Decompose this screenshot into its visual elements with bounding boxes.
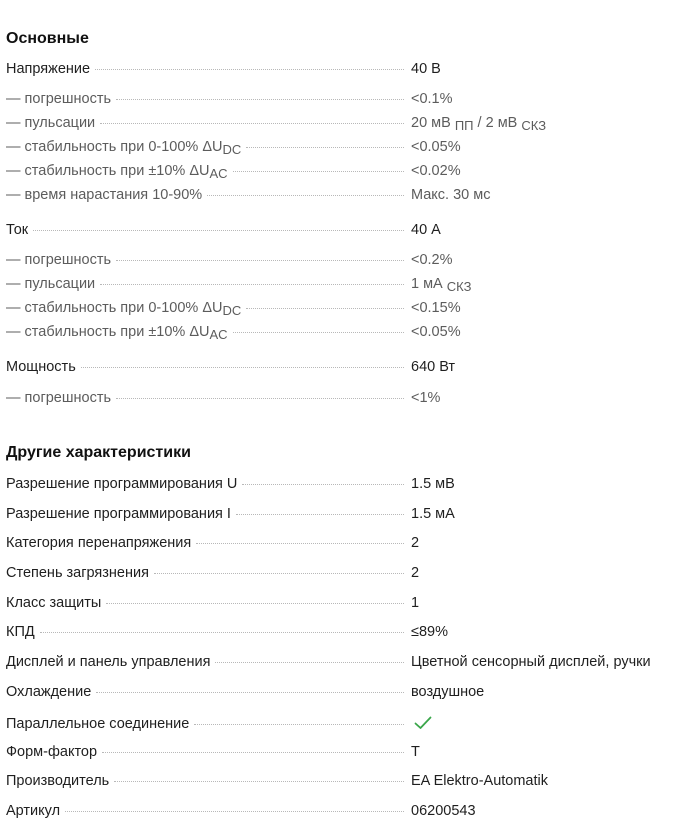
spec-row-prog-resolution-i [6,506,690,528]
spec-row-current-ripple [6,276,690,298]
leader-dots [102,752,404,753]
spec-label: — стабильность при 0-100% $\Delta U_{DC}$ [6,300,242,318]
spec-row-current [6,222,690,244]
leader-dots [215,662,404,663]
spec-label: Ток [6,222,29,238]
spec-row-voltage [6,61,690,83]
spec-value: <0.2% [411,252,453,268]
spec-label: Степень загрязнения [6,565,149,581]
spec-value: 1.5 мВ [411,476,455,492]
spec-value: <0.05% [411,139,461,155]
spec-value: Макс. 30 мс [411,187,491,203]
spec-value: 40 А [411,222,441,238]
leader-dots [65,811,404,812]
leader-dots [114,781,404,782]
leader-dots [96,692,404,693]
spec-label: — время нарастания 10-90% [6,187,203,203]
spec-label: — стабильность при ±10% $\Delta U_{AC}$ [6,324,228,342]
leader-dots [154,573,404,574]
spec-value: <1% [411,390,441,406]
leader-dots [207,195,404,196]
leader-dots [40,632,404,633]
spec-value [411,714,429,732]
spec-label: Параллельное соединение [6,716,190,732]
spec-row-voltage-accuracy [6,91,690,113]
leader-dots [246,147,404,148]
spec-row-voltage-stability-ac [6,163,690,185]
spec-value: 1 мА $_{СКЗ}$ [411,276,472,294]
spec-label: Категория перенапряжения [6,535,192,551]
spec-row-display [6,654,690,676]
spec-label: — пульсации [6,276,96,292]
spec-value: 1.5 мА [411,506,455,522]
spec-row-current-accuracy [6,252,690,274]
spec-value: 2 [411,565,420,581]
leader-dots [100,284,404,285]
spec-row-rise-time [6,187,690,209]
spec-row-current-stability-ac [6,324,690,346]
leader-dots [106,603,404,604]
spec-label: Напряжение [6,61,91,77]
leader-dots [233,332,404,333]
leader-dots [33,230,404,231]
spec-value: 640 Вт [411,359,456,375]
spec-label: Разрешение программирования U [6,476,238,492]
spec-label: Дисплей и панель управления [6,654,211,670]
leader-dots [233,171,404,172]
spec-row-power [6,359,690,381]
spec-value: 40 В [411,61,441,77]
spec-row-form-factor [6,744,690,766]
spec-value: EA Elektro-Automatik [411,773,548,789]
spec-label: КПД [6,624,35,640]
leader-dots [95,69,404,70]
spec-label: — стабильность при 0-100% $\Delta U_{DC}$ [6,139,242,157]
leader-dots [196,543,404,544]
leader-dots [100,123,404,124]
spec-row-article [6,803,690,825]
leader-dots [236,514,404,515]
leader-dots [246,308,404,309]
leader-dots [116,398,404,399]
leader-dots [81,367,404,368]
leader-dots [194,724,404,725]
spec-value: 06200543 [411,803,476,819]
spec-value: <0.15% [411,300,461,316]
spec-value: 2 [411,535,420,551]
spec-label: Охлаждение [6,684,92,700]
spec-value: <0.02% [411,163,461,179]
spec-label: — стабильность при ±10% $\Delta U_{AC}$ [6,163,228,181]
spec-row-cooling [6,684,690,706]
spec-row-parallel-connection [6,714,690,736]
spec-value: <0.05% [411,324,461,340]
leader-dots [116,260,404,261]
spec-row-pollution-degree [6,565,690,587]
leader-dots [116,99,404,100]
spec-label: Мощность [6,359,76,375]
spec-label: — погрешность [6,252,112,268]
spec-row-manufacturer [6,773,690,795]
spec-row-current-stability-dc [6,300,690,322]
spec-label: Производитель [6,773,110,789]
spec-label: Класс защиты [6,595,102,611]
spec-row-efficiency [6,624,690,646]
spec-value: Цветной сенсорный дисплей, ручки [411,654,651,670]
spec-row-power-accuracy [6,390,690,412]
spec-value: 1 [411,595,420,611]
spec-label: — погрешность [6,390,112,406]
leader-dots [242,484,404,485]
section-title-other: Другие характеристики [6,444,191,461]
spec-row-overvoltage-category [6,535,690,557]
spec-label: Артикул [6,803,61,819]
spec-label: Разрешение программирования I [6,506,231,522]
spec-row-protection-class [6,595,690,617]
spec-value: 20 мВ $_{ПП}$ / 2 мВ $_{СКЗ}$ [411,115,547,133]
spec-row-voltage-stability-dc [6,139,690,161]
spec-value: ≤89% [411,624,448,640]
spec-label: — пульсации [6,115,96,131]
spec-row-prog-resolution-u [6,476,690,498]
spec-label: Форм-фактор [6,744,98,760]
spec-value: T [411,744,420,760]
spec-value: <0.1% [411,91,453,107]
spec-label: — погрешность [6,91,112,107]
check-icon [414,716,432,730]
section-title-main: Основные [6,30,89,47]
spec-value: воздушное [411,684,485,700]
spec-row-voltage-ripple [6,115,690,137]
